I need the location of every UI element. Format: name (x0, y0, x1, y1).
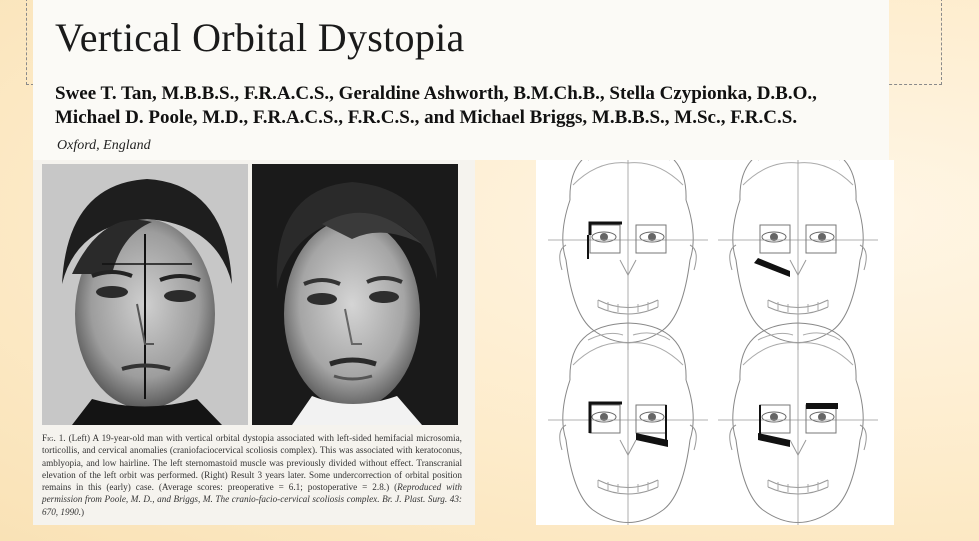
caption-text: (Left) A 19-year-old man with vertical orbital dystopia associated with left-sided hemifacial microsomia, torticollis, and cervical anomalies (craniofaciocervical scoliosis complex). This was associated with keratoconus, amblyopia, and low hairline. The left sternomastoid muscle was previously divided without effect. Transcranial elevation of the left orbit was performed. (Right) Result 3 years later. Some undercorrection of orbital position remains in this (early) case. (Average scores: preoperative = 6.1; postoperative = 2.8.) ( (42, 433, 462, 493)
diagram-bottom-left (548, 315, 708, 525)
paper-title: Vertical Orbital Dystopia (55, 15, 465, 60)
caption-end: ) (81, 506, 85, 517)
author-line-2: Michael D. Poole, M.D., F.R.A.C.S., F.R.C.S., and Michael Briggs, M.B.B.S., M.Sc., F.R.C.S. (55, 107, 798, 128)
author-line-1: Swee T. Tan, M.B.B.S., F.R.A.C.S., Geraldine Ashworth, B.M.Ch.B., Stella Czypionka, D.B.O., (55, 83, 817, 104)
affiliation: Oxford, England (57, 138, 151, 153)
diagram-bottom-right (718, 315, 878, 525)
orbit-diagram-panel (536, 160, 894, 525)
caption-citation: Reproduced with permission from Poole, M. D., and Briggs, M. The cranio-facio-cervical scoliosis complex. Br. J. Plast. Surg. 43: 670, 1990. (42, 482, 462, 517)
figure-caption (42, 432, 462, 518)
author-list (55, 82, 895, 130)
postoperative-photo (252, 164, 458, 425)
photo-figure (33, 160, 475, 525)
figure-label: Fig. 1. (42, 433, 66, 443)
orbit-diagrams (536, 160, 894, 525)
preoperative-photo (42, 164, 248, 425)
